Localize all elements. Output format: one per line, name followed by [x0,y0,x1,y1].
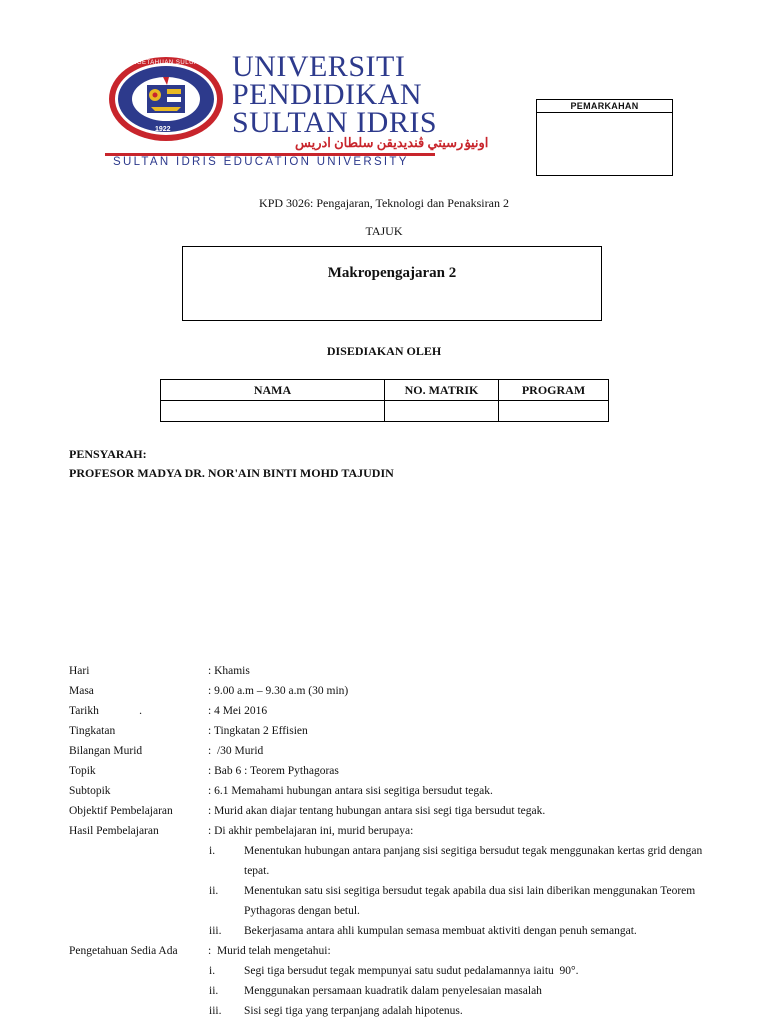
list-text: Bekerjasama antara ahli kumpulan semasa membuat aktiviti dengan penuh semangat. [244,925,637,937]
detail-value: : Khamis [208,665,250,677]
list-text: Menggunakan persamaan kuadratik dalam penyelesaian masalah [244,985,542,997]
list-number: ii. [209,885,219,897]
course-title: KPD 3026: Pengajaran, Teknologi dan Penaksiran 2 [259,196,509,210]
cell-nama [161,401,385,422]
detail-value: : Tingkatan 2 Effisien [208,725,308,737]
list-text: Segi tiga bersudut tegak mempunyai satu sudut pedalamannya iaitu 90°. [244,965,579,977]
list-text: Menentukan hubungan antara panjang sisi segitiga bersudut tegak menggunakan kertas grid dengan tepat. [244,845,703,877]
table-header-row [161,380,609,401]
prepared-by-label: DISEDIAKAN OLEH [326,344,442,358]
cell-no-matrik [385,401,499,422]
detail-value: : Di akhir pembelajaran ini, murid berupaya: [208,825,414,837]
detail-row-tingkatan [69,721,709,741]
university-name-line3: SULTAN IDRIS [232,106,438,139]
list-number: i. [209,965,216,977]
detail-row-hari [69,661,709,681]
detail-row-hasil-pembelajaran [69,821,709,841]
detail-value: : Murid akan diajar tentang hubungan antara sisi segi tiga bersudut tegak. [208,805,546,817]
university-logo [105,50,489,172]
detail-row-bilangan-murid [69,741,709,761]
detail-value: : Bab 6 : Teorem Pythagoras [208,765,339,777]
detail-row-objektif [69,801,709,821]
list-number: iii. [209,925,222,937]
detail-label: Subtopik [69,785,111,797]
seal-text: PENGETAHUAN SULUH BUDIMAN [123,60,233,66]
university-name-jawi: اونيۏرسيتي ڤنديديقن سلطان ادريس [295,135,489,150]
detail-value: : 4 Mei 2016 [208,705,268,717]
detail-label: Topik [69,765,96,777]
title-box [182,246,602,321]
tajuk-label: TAJUK [365,224,403,238]
list-text: Menentukan satu sisi segitiga bersudut tegak apabila dua sisi lain diberikan menggunakan Teorem Pythagoras dengan betul. [244,885,696,917]
list-number: ii. [209,985,219,997]
detail-label: Hari [69,665,90,677]
detail-label: Tarikh . [69,705,142,717]
list-item [69,961,709,981]
seal-year: 1922 [155,126,171,133]
list-item [69,881,709,921]
university-name-line1: UNIVERSITI [232,50,406,83]
student-table [160,379,609,422]
column-header-nama: NAMA [161,380,385,401]
list-item [69,921,709,941]
marks-box [536,99,673,176]
detail-value: : Murid telah mengetahui: [208,945,331,957]
list-item [69,841,709,881]
detail-row-topik [69,761,709,781]
lecturer-name: PROFESOR MADYA DR. NOR'AIN BINTI MOHD TAJUDIN [69,466,394,480]
detail-row-pengetahuan-sedia-ada [69,941,709,961]
detail-label: Pengetahuan Sedia Ada [69,945,178,957]
lecturer-label: PENSYARAH: [69,447,147,461]
university-name-english: SULTAN IDRIS EDUCATION UNIVERSITY [113,156,409,168]
table-row [161,401,609,422]
university-name-line2: PENDIDIKAN [232,78,422,111]
lecturer-block [69,445,394,483]
detail-row-tarikh [69,701,709,721]
detail-value: : /30 Murid [208,745,264,757]
detail-label: Hasil Pembelajaran [69,825,159,837]
list-text: Sisi segi tiga yang terpanjang adalah hipotenus. [244,1005,463,1017]
column-header-program: PROGRAM [499,380,609,401]
detail-value: : 9.00 a.m – 9.30 a.m (30 min) [208,685,349,697]
detail-label: Bilangan Murid [69,745,143,757]
detail-label: Masa [69,685,94,697]
list-number: iii. [209,1005,222,1017]
column-header-no-matrik: NO. MATRIK [385,380,499,401]
detail-row-masa [69,681,709,701]
detail-label: Objektif Pembelajaran [69,805,173,817]
cell-program [499,401,609,422]
assignment-title: Makropengajaran 2 [327,265,457,281]
detail-row-subtopik [69,781,709,801]
lesson-details [69,661,709,1021]
list-item [69,1001,709,1021]
list-number: i. [209,845,216,857]
list-item [69,981,709,1001]
detail-label: Tingkatan [69,725,116,737]
detail-value: : 6.1 Memahami hubungan antara sisi segitiga bersudut tegak. [208,785,493,797]
marks-label: PEMARKAHAN [537,100,672,113]
